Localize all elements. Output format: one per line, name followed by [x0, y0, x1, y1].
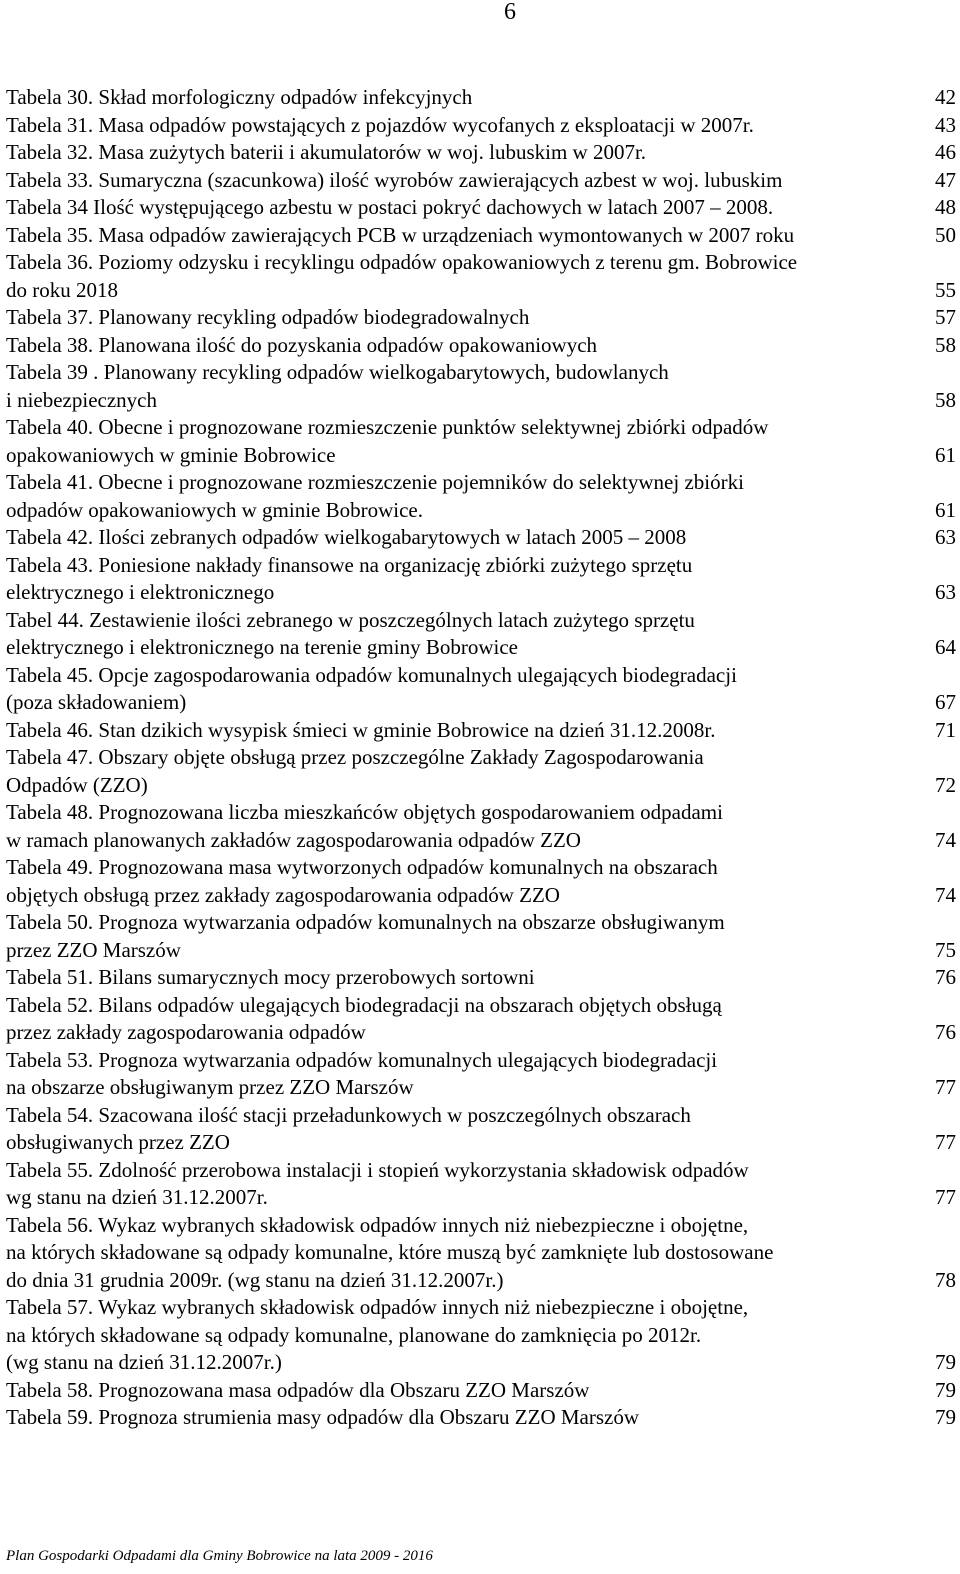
toc-entry-page-number: 79 — [935, 1377, 956, 1402]
toc-entry-title: Tabela 57. Wykaz wybranych składowisk odpadów innych niż niebezpieczne i obojętne, na których składowane są odpady komunalne, planowane do zamknięcia po 2012r. (wg stanu na dzień 31.12.2007r.) — [6, 1295, 749, 1374]
toc-entry-title: Tabela 50. Prognoza wytwarzania odpadów komunalnych na obszarze obsługiwanym przez ZZO Marszów — [6, 910, 725, 962]
toc-entry-page-number: 71 — [935, 717, 956, 742]
table-of-contents-list — [6, 84, 956, 1432]
toc-entry — [6, 1102, 956, 1157]
toc-entry-title: Tabela 58. Prognozowana masa odpadów dla Obszaru ZZO Marszów — [6, 1377, 590, 1402]
toc-entry-title: Tabela 33. Sumaryczna (szacunkowa) ilość wyrobów zawierających azbest w woj. lubuskim — [6, 167, 783, 192]
toc-entry-title: Tabela 34 Ilość występującego azbestu w postaci pokryć dachowych w latach 2007 – 2008. — [6, 195, 774, 219]
toc-entry — [6, 1404, 956, 1432]
toc-entry-title: Tabela 46. Stan dzikich wysypisk śmieci w gminie Bobrowice na dzień 31.12.2008r. — [6, 717, 716, 742]
toc-entry-page-number: 79 — [935, 1350, 956, 1374]
toc-entry-page-number: 42 — [935, 85, 956, 109]
toc-entry — [6, 1294, 956, 1377]
toc-entry — [6, 359, 956, 414]
toc-entry — [6, 1377, 956, 1405]
toc-entry-title: Tabela 36. Poziomy odzysku i recyklingu odpadów opakowaniowych z terenu gm. Bobrowice do roku 2018 — [6, 250, 798, 302]
toc-entry-page-number: 67 — [935, 690, 956, 714]
toc-entry-page-number: 55 — [935, 277, 956, 302]
toc-entry-page-number: 43 — [935, 112, 956, 137]
toc-entry — [6, 964, 956, 992]
toc-entry-page-number: 77 — [935, 1130, 956, 1154]
toc-entry-page-number: 79 — [935, 1405, 956, 1429]
toc-entry-title: Tabela 45. Opcje zagospodarowania odpadów komunalnych ulegających biodegradacji (poza składowaniem) — [6, 662, 737, 714]
toc-entry — [6, 1212, 956, 1295]
toc-entry-title: Tabel 44. Zestawienie ilości zebranego w poszczególnych latach zużytego sprzętu elektrycznego i elektronicznego na terenie gminy Bobrowice — [6, 607, 695, 659]
toc-entry-title: Tabela 32. Masa zużytych baterii i akumulatorów w woj. lubuskim w 2007r. — [6, 140, 647, 164]
toc-entry-page-number: 47 — [935, 167, 956, 192]
toc-entry — [6, 744, 956, 799]
toc-entry — [6, 84, 956, 112]
toc-entry-title: Tabela 35. Masa odpadów zawierających PCB w urządzeniach wymontowanych w 2007 roku — [6, 222, 795, 247]
toc-entry-title: Tabela 43. Poniesione nakłady finansowe na organizację zbiórki zużytego sprzętu elektrycznego i elektronicznego — [6, 552, 693, 604]
toc-entry — [6, 1157, 956, 1212]
toc-entry-page-number: 61 — [935, 497, 956, 522]
toc-entry — [6, 304, 956, 332]
toc-entry-title: Tabela 52. Bilans odpadów ulegających biodegradacji na obszarach objętych obsługą przez zakłady zagospodarowania odpadów — [6, 992, 722, 1044]
toc-entry — [6, 167, 956, 195]
toc-entry-page-number: 50 — [935, 222, 956, 247]
page-number: 6 — [504, 0, 516, 25]
toc-entry — [6, 799, 956, 854]
toc-entry-title: Tabela 56. Wykaz wybranych składowisk odpadów innych niż niebezpieczne i obojętne, na których składowane są odpady komunalne, które muszą być zamknięte lub dostosowane do dnia 31 grudnia 2009r. (wg stanu na dzień 31.12.2007r.) — [6, 1212, 774, 1292]
toc-entry — [6, 332, 956, 360]
toc-entry-page-number: 72 — [935, 772, 956, 797]
toc-entry — [6, 607, 956, 662]
toc-entry-title: Tabela 41. Obecne i prognozowane rozmieszczenie pojemników do selektywnej zbiórki odpadów opakowaniowych w gminie Bobrowice. — [6, 470, 744, 522]
toc-entry-page-number: 58 — [935, 332, 956, 357]
toc-entry-page-number: 58 — [935, 387, 956, 412]
toc-entry-title: Tabela 31. Masa odpadów powstających z pojazdów wycofanych z eksploatacji w 2007r. — [6, 112, 754, 137]
toc-entry-title: Tabela 51. Bilans sumarycznych mocy przerobowych sortowni — [6, 965, 535, 989]
toc-entry-title: Tabela 47. Obszary objęte obsługą przez poszczególne Zakłady Zagospodarowania Odpadów (ZZO) — [6, 745, 704, 797]
toc-entry-title: Tabela 54. Szacowana ilość stacji przeładunkowych w poszczególnych obszarach obsługiwanych przez ZZO — [6, 1102, 691, 1154]
toc-entry — [6, 524, 956, 552]
toc-entry-title: Tabela 30. Skład morfologiczny odpadów infekcyjnych — [6, 85, 473, 109]
toc-entry — [6, 552, 956, 607]
toc-entry-title: Tabela 48. Prognozowana liczba mieszkańców objętych gospodarowaniem odpadami w ramach planowanych zakładów zagospodarowania odpadów ZZO — [6, 800, 723, 852]
toc-entry — [6, 717, 956, 745]
toc-entry-page-number: 48 — [935, 195, 956, 219]
toc-entry-page-number: 63 — [935, 525, 956, 549]
toc-entry — [6, 112, 956, 140]
toc-entry — [6, 414, 956, 469]
toc-entry — [6, 249, 956, 304]
toc-entry — [6, 662, 956, 717]
toc-entry-title: Tabela 37. Planowany recykling odpadów biodegradowalnych — [6, 305, 530, 329]
toc-entry-page-number: 75 — [935, 937, 956, 962]
toc-entry — [6, 469, 956, 524]
toc-entry-page-number: 77 — [935, 1185, 956, 1209]
toc-entry-title: Tabela 40. Obecne i prognozowane rozmieszczenie punktów selektywnej zbiórki odpadów opakowaniowych w gminie Bobrowice — [6, 415, 769, 467]
toc-entry-page-number: 64 — [935, 635, 956, 659]
toc-entry — [6, 139, 956, 167]
toc-entry — [6, 909, 956, 964]
toc-entry-page-number: 76 — [935, 1020, 956, 1044]
toc-entry-page-number: 78 — [935, 1267, 956, 1292]
toc-entry-page-number: 57 — [935, 305, 956, 329]
toc-entry-title: Tabela 49. Prognozowana masa wytworzonych odpadów komunalnych na obszarach objętych obsługą przez zakłady zagospodarowania odpadów ZZO — [6, 855, 718, 907]
page-footer: Plan Gospodarki Odpadami dla Gminy Bobrowice na lata 2009 - 2016 — [6, 1548, 433, 1564]
toc-entry-page-number: 77 — [935, 1075, 956, 1099]
toc-entry-title: Tabela 53. Prognoza wytwarzania odpadów komunalnych ulegających biodegradacji na obszarze obsługiwanym przez ZZO Marszów — [6, 1047, 718, 1099]
toc-entry-page-number: 74 — [935, 882, 956, 907]
toc-entry-title: Tabela 59. Prognoza strumienia masy odpadów dla Obszaru ZZO Marszów — [6, 1405, 640, 1429]
toc-entry — [6, 992, 956, 1047]
toc-entry — [6, 1047, 956, 1102]
toc-entry-page-number: 61 — [935, 442, 956, 467]
toc-entry-title: Tabela 38. Planowana ilość do pozyskania odpadów opakowaniowych — [6, 332, 598, 357]
toc-entry-title: Tabela 55. Zdolność przerobowa instalacji i stopień wykorzystania składowisk odpadów wg stanu na dzień 31.12.2007r. — [6, 1157, 749, 1209]
toc-entry-page-number: 74 — [935, 827, 956, 852]
toc-entry-page-number: 63 — [935, 580, 956, 604]
toc-entry-title: Tabela 42. Ilości zebranych odpadów wielkogabarytowych w latach 2005 – 2008 — [6, 525, 687, 549]
toc-entry — [6, 854, 956, 909]
toc-entry-page-number: 46 — [935, 140, 956, 164]
toc-entry-page-number: 76 — [935, 965, 956, 989]
toc-entry — [6, 194, 956, 222]
toc-entry — [6, 222, 956, 250]
toc-entry-title: Tabela 39 . Planowany recykling odpadów wielkogabarytowych, budowlanych i niebezpiecznych — [6, 360, 669, 412]
